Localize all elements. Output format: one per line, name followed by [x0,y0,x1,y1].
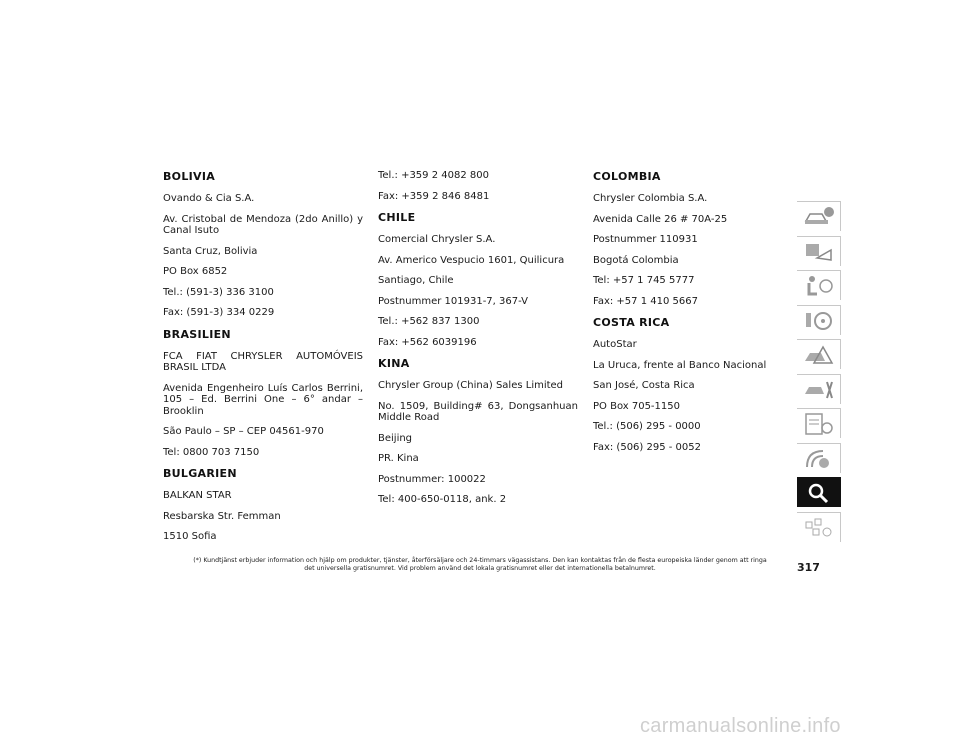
watermark: carmanualsonline.info [640,715,841,737]
kina-line-6: Tel: 400-650-0118, ank. 2 [378,494,507,505]
car-info-icon [803,205,835,229]
heading-chile: CHILE [378,211,416,224]
costa-rica-line-6: Fax: (506) 295 - 0052 [593,441,701,453]
chile-line-1: Comercial Chrysler S.A. [378,234,496,245]
kina-line-1: Chrysler Group (China) Sales Limited [378,380,564,391]
specifications-icon [803,412,835,436]
heading-kina: KINA [378,357,410,370]
tab-specifications[interactable] [797,408,841,438]
kina-line-2: No. 1509, Building# 63, Dongsanhuan Middle Road [378,400,578,423]
tab-seat-safety[interactable] [797,270,841,300]
footnote: (*) Kundtjänst erbjuder information och hjälp om produkter, tjänster, återförsäljare och 24-timmars vägassistans. Den kan kontaktas från de flesta europeiska länder genom att ringa det universella gratisnumret. Vid problem använd det lokala gratisnumret eller det internationella betalnumret. [193,557,767,572]
chile-line-6: Fax: +562 6039196 [378,336,477,348]
chapter-tabs [797,201,841,546]
chile-line-3: Santiago, Chile [378,275,454,286]
bulgarien-line-2: Resbarska Str. Femman [163,510,281,522]
colombia-line-6: Fax: +57 1 410 5667 [593,295,698,307]
chile-line-4: Postnummer 101931-7, 367-V [378,295,528,307]
index-icon [803,516,835,540]
bolivia-line-4: PO Box 6852 [163,266,228,277]
heading-colombia: COLOMBIA [593,170,661,183]
costa-rica-line-5: Tel.: (506) 295 - 0000 [593,421,701,432]
bolivia-line-6: Fax: (591-3) 334 0229 [163,307,275,318]
colombia-line-2: Avenida Calle 26 # 70A-25 [593,213,728,225]
emergency-icon [803,343,835,367]
kina-line-5: Postnummer: 100022 [378,473,486,485]
tab-maintenance[interactable] [797,374,841,404]
colombia-line-5: Tel: +57 1 745 5777 [593,275,695,286]
tab-search[interactable] [797,477,841,507]
bulgarien-line-3: 1510 Sofia [163,531,217,542]
steering-wheel-icon [803,309,835,333]
chile-line-5: Tel.: +562 837 1300 [378,316,480,327]
costa-rica-line-2: La Uruca, frente al Banco Nacional [593,359,767,371]
bolivia-line-1: Ovando & Cia S.A. [163,193,255,204]
seat-safety-icon [803,274,835,298]
colombia-line-3: Postnummer 110931 [593,234,698,245]
colombia-line-1: Chrysler Colombia S.A. [593,193,708,204]
tab-warning-lights[interactable] [797,236,841,266]
brasilien-line-3: São Paulo – SP – CEP 04561-970 [163,426,324,437]
column-3 [593,170,793,462]
costa-rica-line-1: AutoStar [593,339,637,350]
bolivia-line-2: Av. Cristobal de Mendoza (2do Anillo) y Canal Isuto [163,213,363,236]
warning-lights-icon [803,240,835,264]
column-2 [378,170,578,515]
tab-multimedia[interactable] [797,443,841,473]
kina-line-4: PR. Kina [378,453,419,464]
heading-bolivia: BOLIVIA [163,170,216,183]
colombia-line-4: Bogotá Colombia [593,254,679,266]
costa-rica-line-4: PO Box 705-1150 [593,400,680,412]
heading-brasilien: BRASILIEN [163,327,231,341]
brasilien-line-2: Avenida Engenheiro Luís Carlos Berrini, 105 – Ed. Berrini One – 6° andar – Brooklin [163,382,363,417]
heading-costa-rica: COSTA RICA [593,316,670,329]
brasilien-line-1: FCA FIAT CHRYSLER AUTOMÓVEIS BRASIL LTDA [163,350,363,373]
search-icon [803,481,835,505]
bulgarien-tel: Tel.: +359 2 4082 800 [378,170,489,181]
bulgarien-line-1: BALKAN STAR [163,490,232,501]
tab-emergency[interactable] [797,339,841,369]
costa-rica-line-3: San José, Costa Rica [593,380,695,391]
multimedia-icon [803,447,835,471]
maintenance-icon [803,378,835,402]
chile-line-2: Av. Americo Vespucio 1601, Quilicura [378,254,565,266]
bolivia-line-5: Tel.: (591-3) 336 3100 [163,286,274,298]
column-1 [163,170,363,552]
heading-bulgarien: BULGARIEN [163,467,237,480]
kina-line-3: Beijing [378,432,413,444]
brasilien-line-4: Tel: 0800 703 7150 [163,446,260,458]
tab-index[interactable] [797,512,841,542]
tab-steering-wheel[interactable] [797,305,841,335]
bolivia-line-3: Santa Cruz, Bolivia [163,245,258,257]
bulgarien-fax: Fax: +359 2 846 8481 [378,190,490,202]
tab-car-info[interactable] [797,201,841,231]
page-number: 317 [797,561,820,574]
